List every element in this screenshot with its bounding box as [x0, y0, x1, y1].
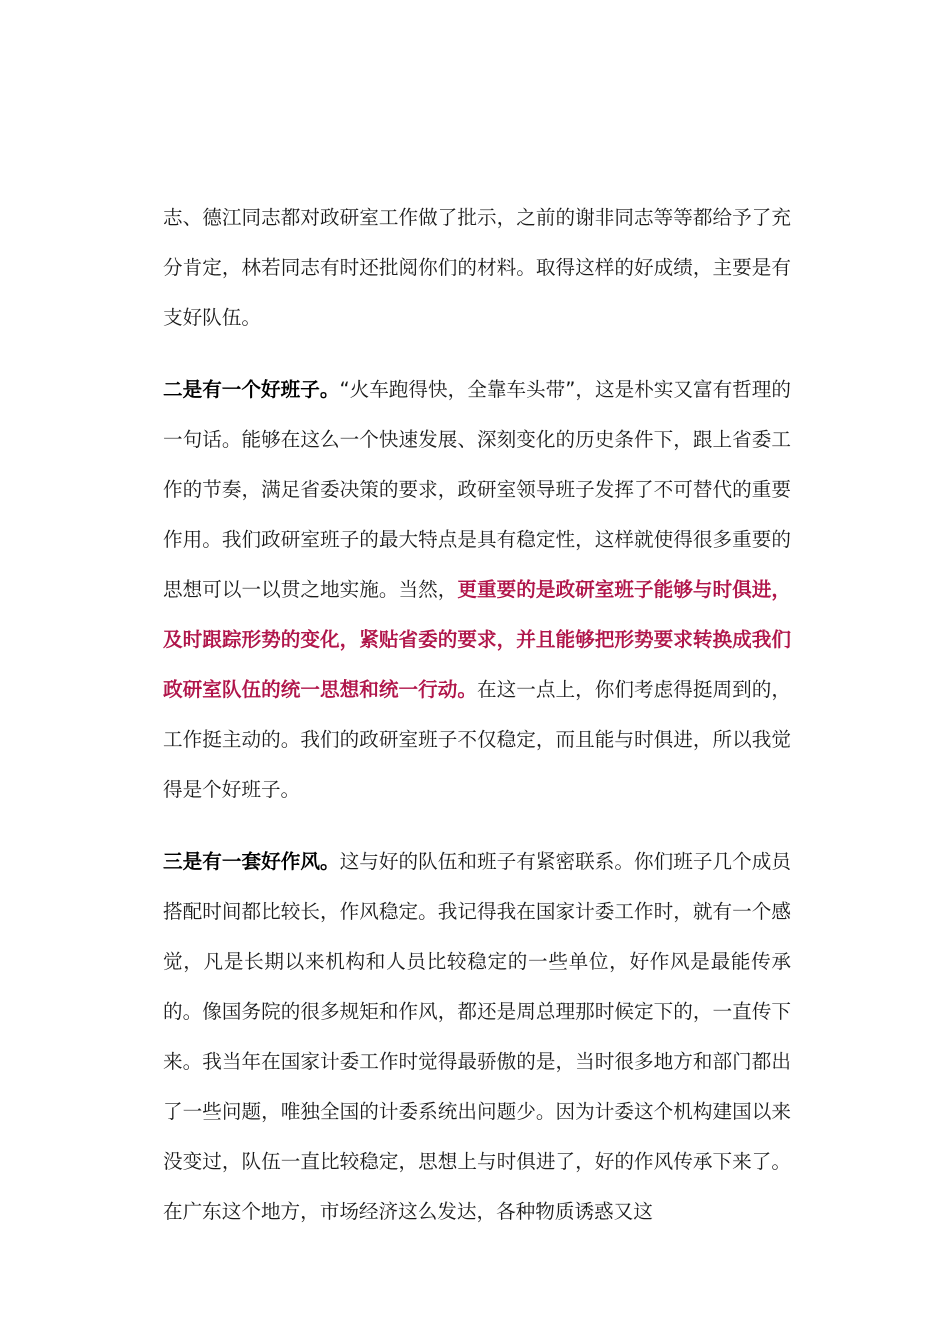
document-page — [163, 193, 791, 1237]
paragraph-2-lead-heading: 二是有一个好班子。 — [163, 378, 340, 401]
paragraph-1 — [163, 193, 791, 343]
paragraph-3-text: 这与好的队伍和班子有紧密联系。你们班子几个成员搭配时间都比较长，作风稳定。我记得我在国家计委工作时，就有一个感觉，凡是长期以来机构和人员比较稳定的一些单位，好作风是最能传承的。像国务院的很多规矩和作风，都还是周总理那时候定下的，一直传下来。我当年在国家计委工作时觉得最骄傲的是，当时很多地方和部门都出了一些问题，唯独全国的计委系统出问题少。因为计委这个机构建国以来没变过，队伍一直比较稳定，思想上与时俱进了，好的作风传承下来了。在广东这个地方，市场经济这么发达，各种物质诱惑又这 — [163, 850, 792, 1223]
paragraph-3 — [163, 837, 791, 1237]
paragraph-2 — [163, 365, 791, 815]
paragraph-2-text-after: 在这一点上，你们考虑得挺周到的，工作挺主动的。我们的政研室班子不仅稳定，而且能与时俱进，所以我觉得是个好班子。 — [163, 678, 791, 801]
paragraph-3-lead-heading: 三是有一套好作风。 — [163, 850, 340, 873]
paragraph-2-text-before: “火车跑得快，全靠车头带”，这是朴实又富有哲理的一句话。能够在这么一个快速发展、深刻变化的历史条件下，跟上省委工作的节奏，满足省委决策的要求，政研室领导班子发挥了不可替代的重要作用。我们政研室班子的最大特点是具有稳定性，这样就使得很多重要的思想可以一以贯之地实施。当然， — [163, 378, 792, 601]
paragraph-2-emphasis: 更重要的是政研室班子能够与时俱进，及时跟踪形势的变化，紧贴省委的要求，并且能够把形势要求转换成我们政研室队伍的统一思想和统一行动。 — [163, 578, 791, 701]
paragraph-1-text: 志、德江同志都对政研室工作做了批示，之前的谢非同志等等都给予了充分肯定，林若同志有时还批阅你们的材料。取得这样的好成绩，主要是有支好队伍。 — [163, 206, 791, 329]
